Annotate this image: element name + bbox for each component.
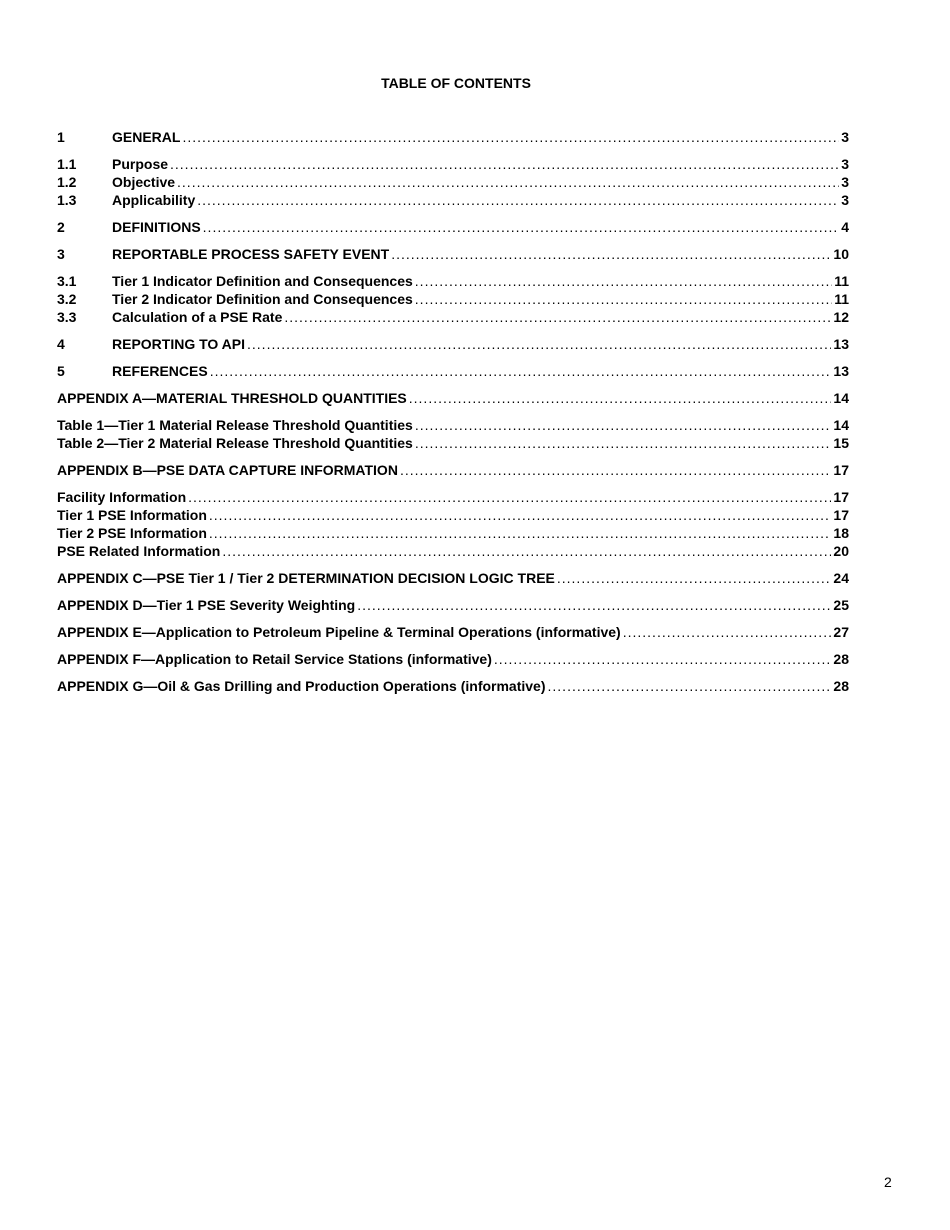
toc-entry-pse-rate[interactable] xyxy=(57,308,849,326)
toc-entry-table-1[interactable] xyxy=(57,416,849,434)
toc-entry-page: 24 xyxy=(833,570,849,586)
toc-entry-appendix-g[interactable] xyxy=(57,677,849,695)
toc-entry-page: 13 xyxy=(833,336,849,352)
toc-entry-page: 11 xyxy=(834,273,849,289)
toc-entry-label: APPENDIX B—PSE DATA CAPTURE INFORMATION xyxy=(57,462,398,478)
toc-entry-number: 4 xyxy=(57,336,65,352)
dot-leader xyxy=(170,155,839,173)
toc-entry-label: Facility Information xyxy=(57,489,187,505)
toc-entry-page: 10 xyxy=(833,246,849,262)
toc-entry-number: 3 xyxy=(57,246,65,262)
toc-entry-page: 27 xyxy=(833,624,849,640)
toc-entry-label: Applicability xyxy=(112,192,196,208)
dot-leader xyxy=(177,173,839,191)
toc-entry-page: 4 xyxy=(841,219,849,235)
dot-leader xyxy=(222,542,831,560)
toc-entry-objective[interactable] xyxy=(57,173,849,191)
toc-entry-page: 14 xyxy=(833,390,849,406)
toc-entry-page: 18 xyxy=(833,525,849,541)
toc-entry-tier1-definition[interactable] xyxy=(57,272,849,290)
toc-entry-page: 28 xyxy=(833,678,849,694)
dot-leader xyxy=(284,308,831,326)
toc-entry-page: 17 xyxy=(833,507,849,523)
toc-entry-page: 17 xyxy=(833,489,849,505)
dot-leader xyxy=(409,389,832,407)
toc-entry-purpose[interactable] xyxy=(57,155,849,173)
dot-leader xyxy=(623,623,832,641)
toc-entry-label: REFERENCES xyxy=(112,363,208,379)
dot-leader xyxy=(182,128,839,146)
toc-entry-facility-information[interactable] xyxy=(57,488,849,506)
toc-entry-label: Tier 1 Indicator Definition and Consequences xyxy=(112,273,413,289)
toc-entry-appendix-f[interactable] xyxy=(57,650,849,668)
toc-entry-page: 3 xyxy=(841,192,849,208)
toc-entry-table-2[interactable] xyxy=(57,434,849,452)
toc-entry-tier2-definition[interactable] xyxy=(57,290,849,308)
toc-entry-general[interactable] xyxy=(57,128,849,146)
toc-entry-label: APPENDIX C—PSE Tier 1 / Tier 2 DETERMINATION DECISION LOGIC TREE xyxy=(57,570,555,586)
page-number: 2 xyxy=(884,1174,892,1190)
dot-leader xyxy=(188,488,831,506)
dot-leader xyxy=(400,461,831,479)
toc-entry-appendix-d[interactable] xyxy=(57,596,849,614)
dot-leader xyxy=(415,416,832,434)
toc-entry-label: Calculation of a PSE Rate xyxy=(112,309,283,325)
toc-entry-tier1-pse-information[interactable] xyxy=(57,506,849,524)
toc-entry-page: 20 xyxy=(833,543,849,559)
toc-entry-definitions[interactable] xyxy=(57,218,849,236)
toc-entry-label: Tier 2 Indicator Definition and Consequences xyxy=(112,291,413,307)
toc-entry-label: REPORTING TO API xyxy=(112,336,246,352)
toc-entry-page: 15 xyxy=(833,435,849,451)
toc-entry-label: APPENDIX F—Application to Retail Service Stations (informative) xyxy=(57,651,492,667)
toc-entry-label: APPENDIX A—MATERIAL THRESHOLD QUANTITIES xyxy=(57,390,407,406)
toc-entry-tier2-pse-information[interactable] xyxy=(57,524,849,542)
toc-entry-page: 17 xyxy=(833,462,849,478)
dot-leader xyxy=(357,596,831,614)
toc-entry-page: 28 xyxy=(833,651,849,667)
toc-entry-references[interactable] xyxy=(57,362,849,380)
toc-entry-appendix-e[interactable] xyxy=(57,623,849,641)
toc-entry-label: DEFINITIONS xyxy=(112,219,201,235)
dot-leader xyxy=(415,272,832,290)
toc-entry-number: 1.2 xyxy=(57,174,77,190)
dot-leader xyxy=(247,335,831,353)
table-of-contents xyxy=(57,128,849,695)
toc-entry-label: APPENDIX G—Oil & Gas Drilling and Production Operations (informative) xyxy=(57,678,546,694)
toc-entry-number: 1.1 xyxy=(57,156,77,172)
toc-entry-label: APPENDIX E—Application to Petroleum Pipeline & Terminal Operations (informative) xyxy=(57,624,621,640)
dot-leader xyxy=(415,434,832,452)
toc-entry-page: 13 xyxy=(833,363,849,379)
toc-entry-label: APPENDIX D—Tier 1 PSE Severity Weighting xyxy=(57,597,356,613)
toc-entry-label: GENERAL xyxy=(112,129,181,145)
toc-entry-appendix-c[interactable] xyxy=(57,569,849,587)
dot-leader xyxy=(557,569,832,587)
dot-leader xyxy=(391,245,831,263)
toc-entry-appendix-b[interactable] xyxy=(57,461,849,479)
toc-entry-page: 11 xyxy=(834,291,849,307)
toc-entry-applicability[interactable] xyxy=(57,191,849,209)
page-title: TABLE OF CONTENTS xyxy=(381,75,531,91)
toc-entry-label: Objective xyxy=(112,174,176,190)
toc-entry-page: 25 xyxy=(833,597,849,613)
toc-entry-reporting-to-api[interactable] xyxy=(57,335,849,353)
toc-entry-label: Purpose xyxy=(112,156,169,172)
toc-entry-page: 3 xyxy=(841,174,849,190)
toc-entry-number: 1 xyxy=(57,129,65,145)
toc-entry-reportable-pse[interactable] xyxy=(57,245,849,263)
toc-entry-label: Table 1—Tier 1 Material Release Threshold Quantities xyxy=(57,417,413,433)
toc-entry-pse-related-information[interactable] xyxy=(57,542,849,560)
dot-leader xyxy=(197,191,839,209)
toc-entry-label: REPORTABLE PROCESS SAFETY EVENT xyxy=(112,246,390,262)
toc-entry-page: 12 xyxy=(833,309,849,325)
toc-entry-label: Tier 2 PSE Information xyxy=(57,525,207,541)
toc-entry-page: 14 xyxy=(833,417,849,433)
toc-entry-number: 1.3 xyxy=(57,192,77,208)
dot-leader xyxy=(210,362,832,380)
toc-entry-number: 2 xyxy=(57,219,65,235)
dot-leader xyxy=(209,506,832,524)
dot-leader xyxy=(209,524,832,542)
toc-entry-label: PSE Related Information xyxy=(57,543,221,559)
toc-entry-appendix-a[interactable] xyxy=(57,389,849,407)
dot-leader xyxy=(203,218,840,236)
toc-entry-number: 3.1 xyxy=(57,273,77,289)
toc-entry-label: Table 2—Tier 2 Material Release Threshold Quantities xyxy=(57,435,413,451)
toc-entry-page: 3 xyxy=(841,156,849,172)
toc-entry-page: 3 xyxy=(841,129,849,145)
dot-leader xyxy=(415,290,832,308)
toc-entry-number: 3.3 xyxy=(57,309,77,325)
toc-entry-label: Tier 1 PSE Information xyxy=(57,507,207,523)
toc-entry-number: 3.2 xyxy=(57,291,77,307)
toc-entry-number: 5 xyxy=(57,363,65,379)
dot-leader xyxy=(494,650,832,668)
dot-leader xyxy=(548,677,832,695)
